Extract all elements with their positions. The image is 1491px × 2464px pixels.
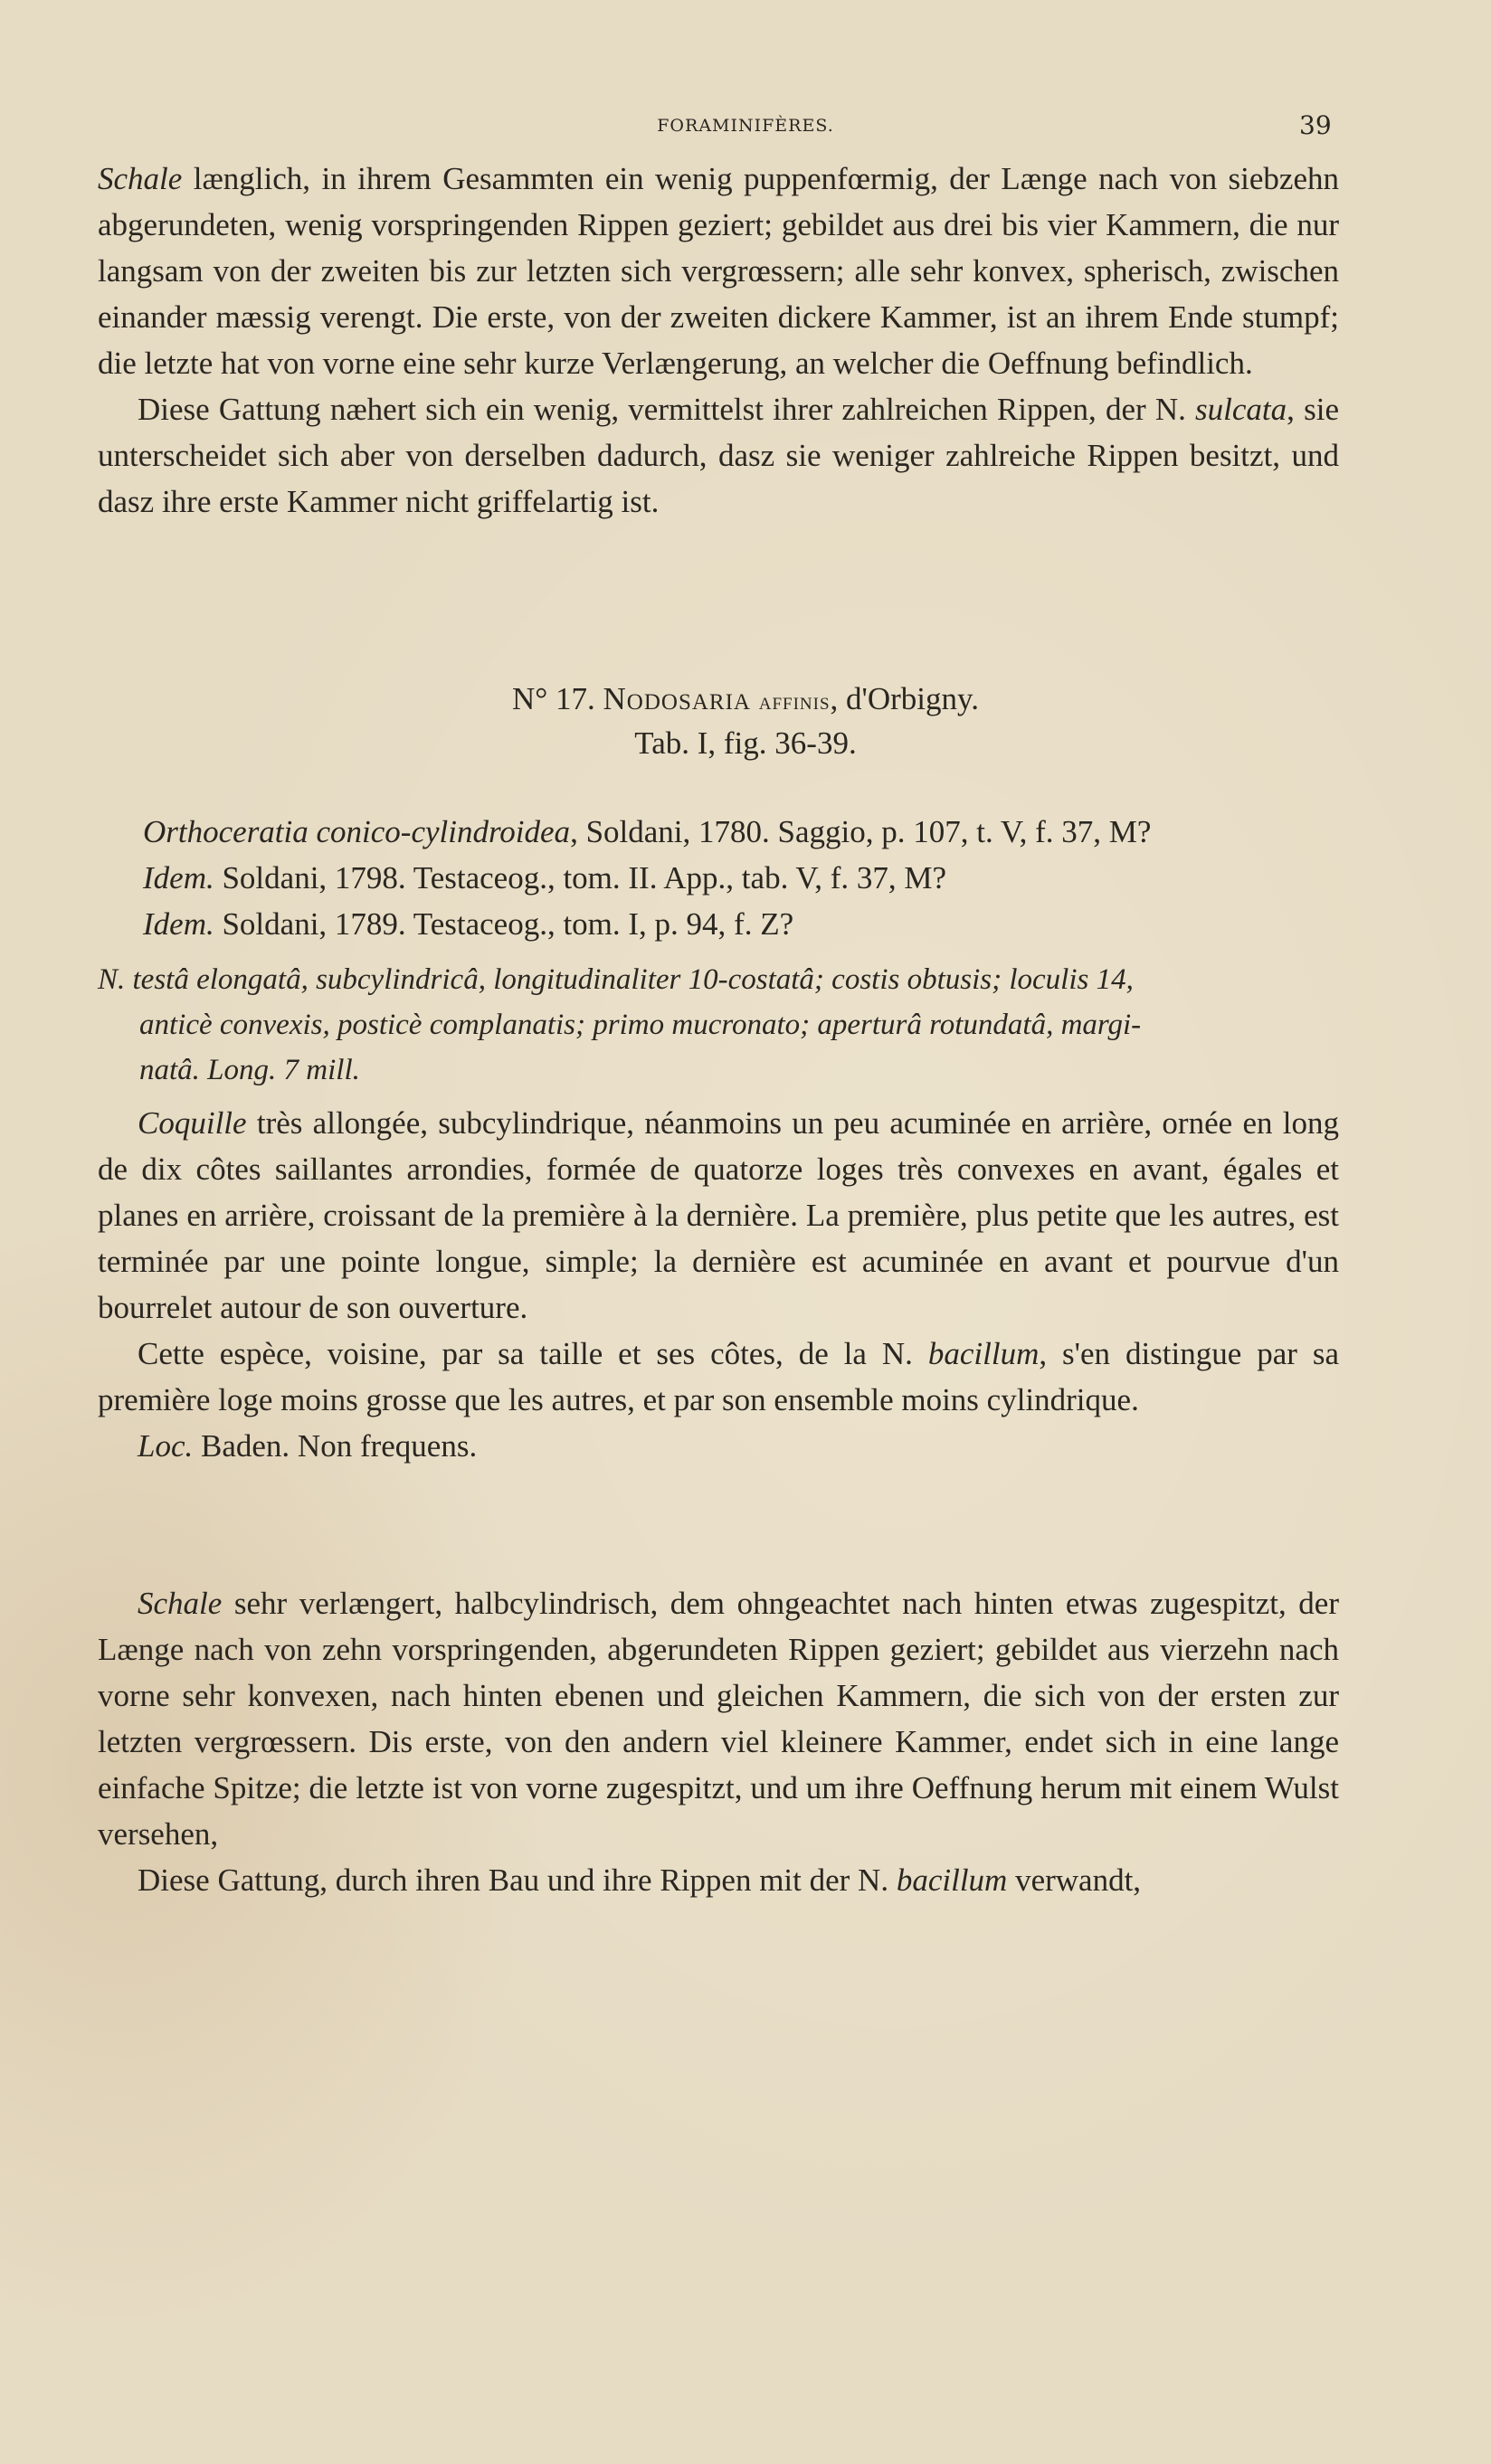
lead-word: Schale (138, 1586, 223, 1621)
species-name: bacillum (896, 1862, 1008, 1898)
lead-word: Schale (98, 161, 183, 196)
synonymy-list (98, 809, 1339, 947)
paragraph-text: sehr verlængert, halbcylindrisch, dem ohngeachtet nach hinten etwas zugespitzt, der Længe nach von zehn vorspringenden, abgerundeten Rippen geziert; gebildet aus vierzehn nach vorne sehr konvexen, nach hinten ebenen und gleichen Kammern, die sich von der ersten zur letzten vergrœssern. Dis erste, von den andern viel kleinere Kammer, endet sich in eine lange einfache Spitze; die letzte ist von vorne zugespitzt, und um ihre Oeffnung herum mit einem Wulst versehen, (98, 1586, 1339, 1852)
synonymy-entry: Orthoceratia conico-cylindroidea, Soldani, 1780. Saggio, p. 107, t. V, f. 37, M? (143, 814, 1152, 849)
diagnosis-line: natâ. Long. 7 mill. (139, 1054, 360, 1086)
paragraph-text: længlich, in ihrem Gesammten ein wenig puppenfœrmig, der Længe nach von siebzehn abgerundeten, wenig vorspringenden Rippen geziert; gebildet aus drei bis vier Kammern, die nur langsam von der zweiten bis zur letzten sich vergrœssern; alle sehr konvex, spherisch, zwischen einander mæssig verengt. Die erste, von der zweiten dickere Kammer, ist an ihrem Ende stumpf; die letzte hat von vorne eine sehr kurze Verlængerung, an welcher die Oeffnung befindlich. (98, 161, 1339, 381)
german-comparison: Diese Gattung, durch ihren Bau und ihre Rippen mit der N. bacillum verwandt, (138, 1862, 1142, 1898)
page-number: 39 (1299, 110, 1332, 140)
synonymy-entry: Idem. Soldani, 1789. Testaceog., tom. I, p. 94, f. Z? (143, 906, 794, 942)
species-name: bacillum (927, 1336, 1040, 1371)
german-description-block (98, 156, 1339, 525)
locality-label: Loc. (138, 1428, 194, 1464)
synonymy-entry: Idem. Soldani, 1798. Testaceog., tom. II. App., tab. V, f. 37, M? (143, 860, 947, 896)
french-description-block (98, 1100, 1339, 1469)
species-name: sulcata (1195, 392, 1287, 427)
lead-word: Coquille (138, 1105, 247, 1141)
french-description (98, 1100, 1339, 1331)
species-author: , d'Orbigny. (830, 681, 979, 716)
running-title: FORAMINIFÈRES. (657, 116, 834, 136)
german-description (98, 156, 1339, 386)
plate-reference: Tab. I, fig. 36-39. (634, 725, 857, 761)
genus-name: Nodosaria (603, 681, 751, 716)
german-comparison: Diese Gattung næhert sich ein wenig, vermittelst ihrer zahlreichen Rippen, der N. sulcata, sie unterscheidet sich aber von derselben dadurch, dasz sie weniger zahlreiche Rippen besitzt, und dasz ihre erste Kammer nicht griffelartig ist. (98, 392, 1339, 519)
german-translation-block (98, 1580, 1339, 1903)
french-comparison: Cette espèce, voisine, par sa taille et ses côtes, de la N. bacillum, s'en distingue par sa première loge moins grosse que les autres, et par son ensemble moins cylindrique. (98, 1336, 1339, 1417)
diagnosis-line: N. testâ elongatâ, subcylindricâ, longitudinaliter 10-costatâ; costis obtusis; loculis 14, (98, 963, 1134, 996)
paragraph-text: très allongée, subcylindrique, néanmoins un peu acuminée en arrière, ornée en long de dix côtes saillantes arrondies, formée de quatorze loges très convexes en avant, égales et planes en arrière, croissant de la première à la dernière. La première, plus petite que les autres, est terminée par une pointe longue, simple; la dernière est acuminée en avant et pourvue d'un bourrelet autour de son ouverture. (98, 1105, 1339, 1325)
species-number: N° 17. (512, 681, 595, 716)
german-description (98, 1580, 1339, 1857)
species-epithet: affinis (758, 687, 831, 715)
diagnosis-line: anticè convexis, posticè complanatis; primo mucronato; aperturâ rotundatâ, margi- (139, 1009, 1142, 1041)
latin-diagnosis (98, 957, 1339, 1093)
locality: Loc. Baden. Non frequens. (138, 1428, 478, 1464)
